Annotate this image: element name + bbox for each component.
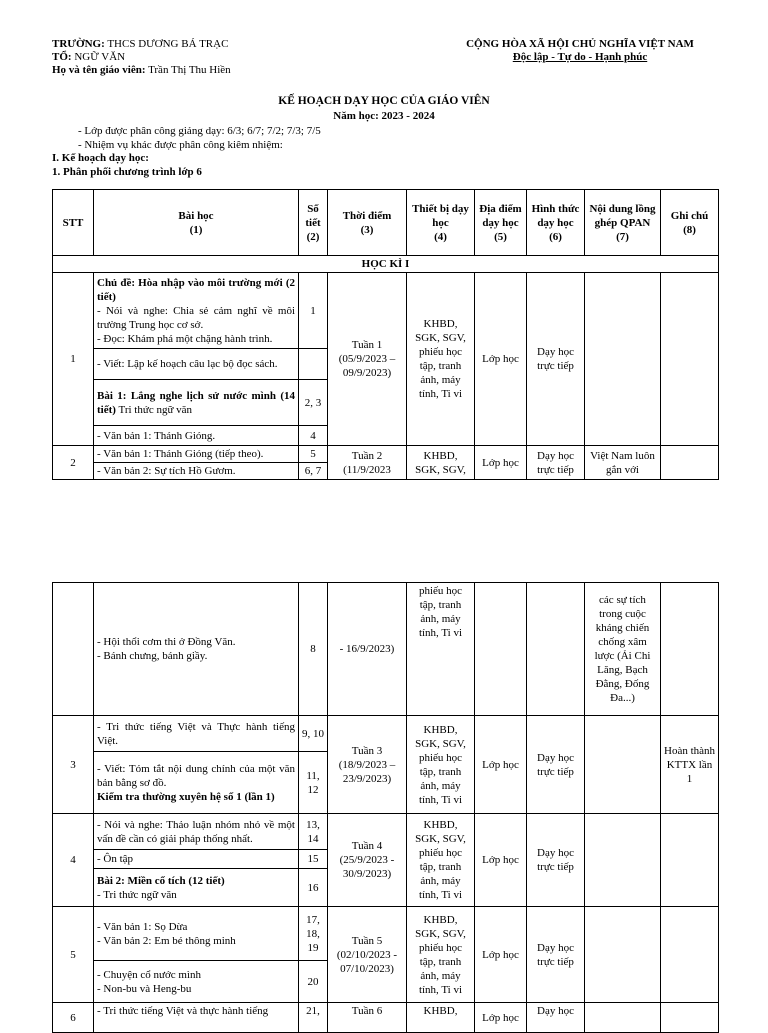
col-time: Thời điểm (3) xyxy=(328,190,407,256)
table-row: 6 - Tri thức tiếng Việt và thực hành tiếng 21, Tuần 6 KHBD, Lớp học Dạy học xyxy=(53,1003,719,1033)
document-title: KẾ HOẠCH DẠY HỌC CỦA GIÁO VIÊN xyxy=(278,95,490,107)
classes-line: - Lớp được phân công giảng dạy: 6/3; 6/7; 7/2; 7/3; 7/5 xyxy=(78,125,321,137)
col-stt: STT xyxy=(53,190,94,256)
subsection-heading: 1. Phân phối chương trình lớp 6 xyxy=(52,165,202,178)
motto: Độc lập - Tự do - Hạnh phúc xyxy=(512,51,648,63)
table-row: - Hội thổi cơm thi ở Đồng Văn. - Bánh chưng, bánh giầy. 8 - 16/9/2023) phiếu học tập, tranh ảnh, máy tính, Ti vi các sự tích trong cuộc kháng chiến chống xâm lược (Ải Chi Lăng, Bạch Đằng, Đống Đa...) xyxy=(53,583,719,716)
col-form: Hình thức dạy học (6) xyxy=(527,190,585,256)
table-row: Bài 1: Lắng nghe lịch sử nước mình (14 tiết) Tri thức ngữ văn 2, 3 xyxy=(53,380,719,426)
col-lesson: Bài học (1) xyxy=(94,190,299,256)
school-year: Năm học: 2023 - 2024 xyxy=(333,110,435,122)
country-name: CỘNG HÒA XÃ HỘI CHỦ NGHĨA VIỆT NAM xyxy=(466,38,694,50)
duties-line: - Nhiệm vụ khác được phân công kiêm nhiệm: xyxy=(78,138,283,151)
school-line: TRƯỜNG: THCS DƯƠNG BÁ TRẠC xyxy=(52,38,229,50)
section-heading: I. Kế hoạch dạy học: xyxy=(52,152,149,164)
header-left xyxy=(52,38,231,77)
table-row: 3 - Tri thức tiếng Việt và Thực hành tiếng Việt. 9, 10 Tuần 3 (18/9/2023 – 23/9/2023) KHBD, SGK, SGV, phiếu học tập, tranh ảnh, máy tính, Ti vi Lớp học Dạy học trực tiếp Hoàn thành KTTX lần 1 xyxy=(53,716,719,752)
table-row: 5 - Văn bản 1: Sọ Dừa - Văn bản 2: Em bé thông minh 17, 18, 19 Tuần 5 (02/10/2023 - 07/10/2023) KHBD, SGK, SGV, phiếu học tập, tranh ảnh, máy tính, Ti vi Lớp học Dạy học trực tiếp xyxy=(53,907,719,961)
col-integration: Nội dung lồng ghép QPAN (7) xyxy=(585,190,661,256)
header-right xyxy=(440,38,720,64)
table-row: Bài 2: Miền cổ tích (12 tiết) - Tri thức ngữ văn 16 xyxy=(53,869,719,907)
header-row xyxy=(53,190,719,256)
team-line: TỔ: NGỮ VĂN xyxy=(52,51,126,63)
plan-table-page2 xyxy=(52,582,719,1033)
table-row: 1 Chủ đề: Hòa nhập vào môi trường mới (2 tiết) - Nói và nghe: Chia sẻ cảm nghĩ về môi trường Trung học cơ sở. - Đọc: Khám phá một chặng hành trình. 1 Tuần 1 (05/9/2023 – 09/9/2023) KHBD, SGK, SGV, phiếu học tập, tranh ảnh, máy tính, Ti vi Lớp học Dạy học trực tiếp xyxy=(53,273,719,349)
info-block xyxy=(52,125,321,179)
table-row: - Văn bản 1: Thánh Gióng. 4 xyxy=(53,426,719,446)
col-note: Ghi chú (8) xyxy=(661,190,719,256)
table-row: - Văn bản 2: Sự tích Hồ Gươm. 6, 7 xyxy=(53,463,719,480)
table-row: 4 - Nói và nghe: Thảo luận nhóm nhỏ về một vấn đề cần có giải pháp thống nhất. 13, 14 Tuần 4 (25/9/2023 - 30/9/2023) KHBD, SGK, SGV, phiếu học tập, tranh ảnh, máy tính, Ti vi Lớp học Dạy học trực tiếp xyxy=(53,814,719,850)
table-row: 2 - Văn bản 1: Thánh Gióng (tiếp theo). 5 Tuần 2 (11/9/2023 KHBD, SGK, SGV, Lớp học Dạy học trực tiếp Việt Nam luôn gắn với xyxy=(53,446,719,463)
table-row: - Viết: Tóm tắt nội dung chính của một văn bản bằng sơ đồ. Kiểm tra thường xuyên hệ số 1 (lần 1) 11, 12 xyxy=(53,752,719,814)
semester-row: HỌC KÌ I xyxy=(53,256,719,273)
col-equipment: Thiết bị dạy học (4) xyxy=(407,190,475,256)
table-row: - Ôn tập 15 xyxy=(53,850,719,869)
teacher-line: Họ và tên giáo viên: Trần Thị Thu Hiền xyxy=(52,64,231,76)
col-place: Địa điểm dạy học (5) xyxy=(475,190,527,256)
table-row: - Viết: Lập kế hoạch câu lạc bộ đọc sách. xyxy=(53,349,719,380)
col-periods: Số tiết (2) xyxy=(299,190,328,256)
table-row: - Chuyện cổ nước mình - Non-bu và Heng-bu 20 xyxy=(53,961,719,1003)
plan-table-page1 xyxy=(52,189,719,480)
